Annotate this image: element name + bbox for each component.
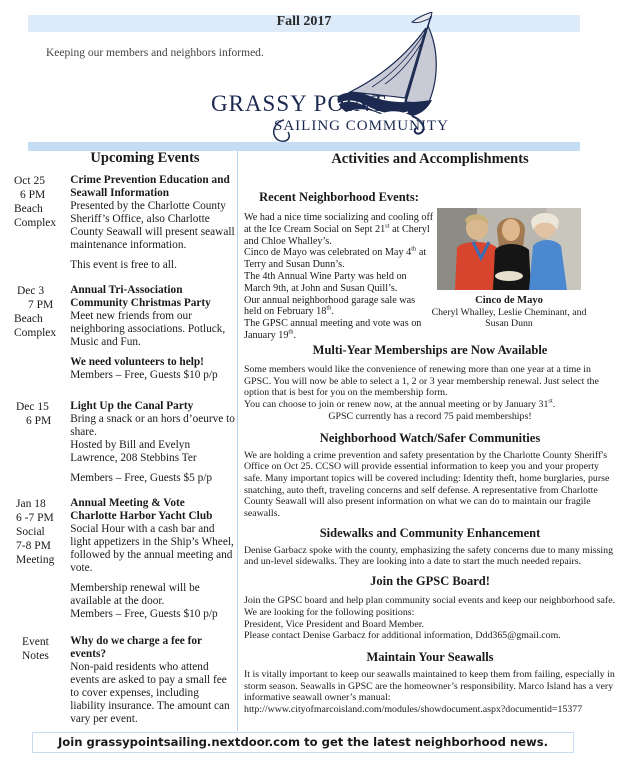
recent-event-line: We had a nice time socializing and cooling off at the Ice Cream Social on Sept 21st at Cheryl and Chloe Whalley’s. [244, 212, 434, 247]
event-body [70, 284, 236, 382]
event-body [70, 174, 236, 272]
event-location: Beach [14, 203, 43, 215]
neighborhood-watch-section [244, 431, 616, 520]
event-title: Crime Prevention Education and Seawall Information [70, 174, 230, 199]
recent-events-text [244, 212, 434, 342]
event-notes-description: Non-paid residents who attend events are asked to pay a small fee to cover expenses, including liability insurance. The amount can vary per event. [70, 661, 230, 725]
event-description: Presented by the Charlotte County Sheriff’s Office, also Charlotte County Seawall will present seawall maintenance information. [70, 200, 235, 251]
photo-caption [427, 295, 591, 330]
photo-caption-names: Cheryl Whalley, Leslie Cheminant, and Susan Dunn [431, 306, 587, 329]
event-when [14, 174, 70, 272]
sidewalks-body: Denise Garbacz spoke with the county, emphasizing the safety concerns due to many missing and un-level sidewalks. They are looking into a date to start the much needed repairs. [244, 544, 614, 568]
event-time: 7-8 PM [16, 540, 51, 552]
event-item [14, 497, 236, 621]
event-venue: Charlotte Harbor Yacht Club [70, 510, 213, 522]
multi-year-body: Some members would like the convenience of renewing more than one year at a time in GPSC. You will now be able to select a 1, 2 or 3 year membership renewal. Just select the option that is best for you on the membership form. [244, 364, 599, 399]
multi-year-title: Multi-Year Memberships are Now Available [312, 343, 548, 357]
activities-title: Activities and Accomplishments [331, 151, 529, 167]
join-board-line: President, Vice President and Board Member. [244, 618, 424, 630]
seawalls-manual-link[interactable]: http://www.cityofmarcoisland.com/modules/showdocument.aspx?documentid=15377 [244, 704, 583, 716]
event-description: Social Hour with a cash bar and light appetizers in the Ship’s Wheel, followed by the annual meeting and vote. [70, 523, 234, 574]
event-time: 6 PM [26, 415, 52, 427]
join-board-line: Join the GPSC board and help plan community social events and keep our neighborhood safe. We are looking for the following positions: [244, 595, 616, 618]
newsletter-tagline: Keeping our members and neighbors informed. [46, 47, 264, 59]
seawalls-section [244, 650, 616, 716]
upcoming-events-column [14, 150, 236, 736]
neighborhood-watch-title: Neighborhood Watch/Safer Communities [319, 430, 541, 445]
seawalls-body: It is vitally important to keep our seawalls maintained to keep them from failing, especially in storm season. Seawalls in GPSC are the homeowner’s responsibility. Marco Island has a very informative seawall owner’s manual: [244, 668, 615, 704]
event-when [14, 400, 70, 485]
event-title: Annual Tri-Association Community Christmas Party [70, 284, 211, 309]
event-body [70, 497, 236, 621]
event-time: 6 -7 PM [16, 512, 54, 524]
neighborhood-watch-body: We are holding a crime prevention and safety presentation by the Charlotte County Sheriff's Office on Oct 25. CCSO will provide essential information to keep you and your property safe. Many important topics will be covered including: Identity theft, home burglaries, purse snatching, auto theft, traveling concerns and self defense. A representative from Charlotte County Seawall will also present information on what we can do to maintain our fragile seawalls. [244, 449, 610, 520]
event-notes-label: Event [22, 636, 49, 648]
event-date: Oct 25 [14, 175, 45, 187]
event-body [70, 400, 236, 485]
recent-events-section [244, 168, 616, 341]
recent-event-line: Our annual neighborhood garage sale was held on February 18th. [244, 294, 416, 318]
event-price: Members – Free, Guests $10 p/p [70, 608, 218, 620]
join-board-section [244, 574, 616, 642]
event-item [14, 400, 236, 485]
event-time: 6 PM [20, 189, 46, 201]
issue-season: Fall 2017 [276, 14, 332, 29]
event-location: Complex [14, 217, 57, 229]
photo-caption-title: Cinco de Mayo [475, 295, 543, 306]
event-date: Jan 18 [16, 498, 46, 510]
recent-events-title: Recent Neighborhood Events: [259, 190, 419, 204]
event-location: Complex [14, 327, 57, 339]
activities-column [244, 151, 616, 722]
event-callout: We need volunteers to help! [70, 356, 204, 368]
event-notes [14, 635, 236, 726]
event-title: Annual Meeting & Vote [70, 497, 185, 509]
join-board-title: Join the GPSC Board! [370, 574, 490, 589]
event-note: This event is free to all. [70, 259, 177, 271]
column-divider [237, 151, 238, 731]
multi-year-record: GPSC currently has a record 75 paid memberships! [328, 410, 532, 422]
event-body [70, 635, 236, 726]
event-price: Members – Free, Guests $5 p/p [70, 472, 213, 484]
seawalls-title: Maintain Your Seawalls [366, 649, 494, 664]
event-host: Hosted by Bill and Evelyn Lawrence, 208 Stebbins Ter [70, 439, 197, 464]
event-price: Members – Free, Guests $10 p/p [70, 369, 218, 381]
event-item [14, 174, 236, 272]
event-location: Beach [14, 313, 43, 325]
sidewalks-title: Sidewalks and Community Enhancement [319, 525, 541, 540]
recent-event-line: The 4th Annual Wine Party was held on March 9th, at John and Susan Quill’s. [244, 270, 407, 294]
event-description: Meet new friends from our neighboring associations. Potluck, Music and Fun. [70, 310, 226, 348]
logo-text-grassy-point: GRASSY POINT [211, 91, 387, 116]
recent-event-line: Cinco de Mayo was celebrated on May 4th at Terry and Susan Dunn’s. [244, 246, 427, 271]
event-when [14, 497, 70, 621]
event-description: Bring a snack or an hors d’oeurve to share. [70, 413, 235, 438]
upcoming-events-title: Upcoming Events [90, 150, 200, 166]
recent-event-line: The GPSC annual meeting and vote was on January 19th. [244, 318, 422, 341]
sidewalks-section [244, 526, 616, 568]
event-date: Dec 3 [17, 285, 45, 297]
event-time: 7 PM [28, 299, 54, 311]
event-title: Light Up the Canal Party [70, 400, 194, 412]
event-time-label: Meeting [16, 554, 55, 566]
event-note: Membership renewal will be available at the door. [70, 582, 200, 607]
cinco-de-mayo-photo [437, 208, 581, 290]
event-time-label: Social [16, 526, 45, 538]
event-date: Dec 15 [16, 401, 49, 413]
event-when [14, 635, 70, 726]
event-when [14, 284, 70, 382]
multi-year-join: You can choose to join or renew now, at the annual meeting or by January 31st. [244, 397, 556, 411]
nextdoor-footer-banner: Join grassypointsailing.nextdoor.com to get the latest neighborhood news. [32, 732, 574, 753]
event-item [14, 284, 236, 382]
multi-year-section [244, 343, 616, 423]
event-notes-title: Why do we charge a fee for events? [70, 635, 202, 660]
join-board-contact: Please contact Denise Garbacz for additional information, Ddd365@gmail.com. [244, 630, 561, 642]
event-notes-label: Notes [22, 650, 49, 662]
logo-text-sailing-community: SAILING COMMUNITY [274, 118, 449, 134]
